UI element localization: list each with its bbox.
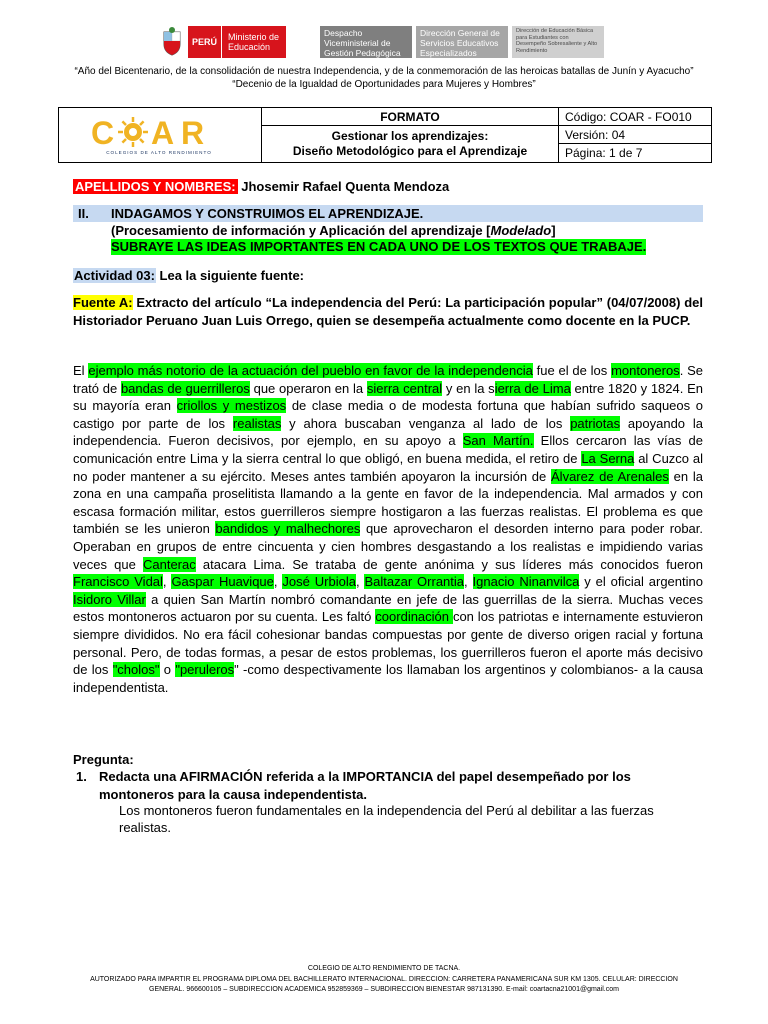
highlighted-phrase: patriotas [570, 415, 621, 431]
format-subtitle [262, 126, 559, 163]
header-block-1: Despacho Viceministerial de Gestión Pedagógica [320, 26, 412, 58]
highlighted-phrase: bandidos y malhechores [215, 521, 361, 537]
peru-label: PERÚ [188, 26, 222, 58]
section-number: II. [78, 206, 89, 221]
question-heading: Pregunta: [73, 752, 134, 767]
paragraph-text: , [162, 574, 172, 590]
paragraph-text: que aprovecharon el desorden interno para poder robar. Operaban en grupos de entre cincuenta y cien hombres desgastando a los realistas e impidiendo varias veces que [73, 521, 704, 572]
highlighted-phrase: Isidoro Villar [73, 591, 146, 607]
source-label: Fuente A: [73, 295, 133, 310]
header-block-2: Dirección General de Servicios Educativos Especializados [416, 26, 508, 58]
paragraph-text: en la zona en una campaña proselitista llamando a la gente en favor de la independencia. Mal armados y con escasa formación militar, estos guerrilleros siempre hostigaron a las fuerzas realistas. El problema es que también se les unieron [73, 468, 703, 537]
format-table [58, 107, 712, 163]
highlighted-phrase: Álvarez de Arenales [551, 468, 669, 484]
source-text: Extracto del artículo “La independencia del Perú: La participación popular” (04/07/2008) del Historiador Peruano Juan Luis Orrego, quien se desempeña actualmente como docente en la PUCP. [73, 295, 704, 328]
paragraph-text: El [73, 363, 89, 378]
highlighted-phrase: montoneros [611, 363, 680, 378]
section-subtitle-italic: Modelado [490, 223, 552, 238]
highlighted-phrase: San Martín. [462, 433, 534, 449]
paragraph-text: " -como despectivamente los llamaban los argentinos y colombianos- a la causa independentista. [73, 662, 703, 695]
coar-logo-cell [59, 108, 262, 163]
format-page: Página: 1 de 7 [559, 144, 712, 163]
paragraph-text: , [273, 574, 283, 590]
highlighted-phrase: La Serna [581, 450, 635, 466]
ministry-label: Ministerio de Educación [228, 32, 280, 52]
format-title: FORMATO [262, 108, 559, 126]
question-text: Redacta una AFIRMACIÓN referida a la IMPORTANCIA del papel desempeñado por los montoneros para la causa independentista. [99, 769, 631, 802]
svg-text:R: R [181, 114, 205, 151]
footer-line-3: GENERAL. 966600105 – SUBDIRECCION ACADEMICA 952859369 – SUBDIRECCION BIENESTAR 987131390. E-mail: coartacna21001@gmail.com [149, 986, 619, 993]
highlighted-phrase: ierra de Lima [494, 380, 571, 396]
highlighted-phrase: "cholos" [112, 662, 160, 678]
student-label: APELLIDOS Y NOMBRES: [75, 179, 236, 194]
section-instruction: SUBRAYE LAS IDEAS IMPORTANTES EN CADA UNO DE LOS TEXTOS QUE TRABAJE. [111, 239, 647, 254]
coar-logo [85, 111, 235, 157]
paragraph-text: apoyando la independencia. Fueron decisivos, por ejemplo, en su apoyo a [73, 415, 703, 449]
student-row [73, 178, 449, 196]
format-subtitle-1: Gestionar los aprendizajes: [331, 129, 489, 143]
paragraph-text: , [464, 574, 473, 590]
highlighted-phrase: ejemplo más notorio de la actuación del pueblo en favor de la independencia [88, 363, 533, 378]
section-subtitle [111, 222, 556, 239]
highlighted-phrase: Baltazar Orrantia [364, 574, 465, 590]
coar-logo-subtitle: COLEGIOS DE ALTO RENDIMIENTO [106, 149, 212, 155]
paragraph-text: Ellos cercaron las vías de comunicación entre Lima y la sierra central lo que obligó, en buena medida, el retiro de [73, 433, 704, 466]
activity-label: Actividad 03: [74, 268, 155, 283]
answer-text[interactable]: Los montoneros fueron fundamentales en la independencia del Perú al debilitar a las fuerzas realistas. [119, 803, 654, 835]
paragraph-text: entre 1820 y 1824. En su mayoría eran [73, 380, 703, 414]
paragraph-text: , [355, 574, 365, 590]
ministry-logo [188, 26, 286, 58]
highlighted-phrase: Gaspar Huavique [171, 574, 274, 590]
paragraph-text: al Cuzco al no poder mantener a su ejército. Meses antes también apoyaron la incursión de [73, 450, 703, 484]
format-code: Código: COAR - FO010 [559, 108, 712, 126]
highlighted-phrase: realistas [232, 415, 282, 431]
source-description [73, 294, 703, 329]
format-subtitle-2: Diseño Metodológico para el Aprendizaje [292, 144, 528, 158]
paragraph-text: y ahora buscaban venganza al lado de los [281, 415, 571, 431]
paragraph-text: de clase media o de modesta fortuna que habían sufrido saqueos o castigo por parte de los [73, 398, 704, 431]
section-subtitle-post: ] [551, 223, 556, 238]
highlighted-phrase: sierra central [366, 380, 443, 396]
section-subtitle-pre: (Procesamiento de información y Aplicación del aprendizaje [ [111, 223, 491, 238]
highlighted-phrase: Canterac [142, 556, 196, 572]
highlighted-phrase: Ignacio Ninanvilca [472, 574, 580, 590]
highlighted-phrase: "peruleros [175, 662, 235, 678]
motto-line-2: “Decenio de la Igualdad de Oportunidades para Mujeres y Hombres” [232, 79, 536, 90]
paragraph-text: fue el de los [532, 363, 612, 378]
paragraph-text: que operaron en la [249, 380, 367, 396]
header-block-3: Dirección de Educación Básica para Estudiantes con Desempeño Sobresaliente y Alto Rendimiento [512, 26, 604, 58]
sun-icon [118, 117, 148, 147]
peru-coat-of-arms-icon [160, 26, 184, 56]
paragraph-text: . Se trató de [73, 363, 704, 396]
paragraph-text: y en la s [442, 380, 495, 396]
highlighted-phrase: coordinación [375, 609, 453, 625]
format-version: Versión: 04 [559, 126, 712, 144]
footer-line-1: COLEGIO DE ALTO RENDIMIENTO DE TACNA. [307, 965, 461, 972]
activity-text: Lea la siguiente fuente: [155, 268, 305, 283]
highlighted-phrase: Francisco Vidal [73, 574, 163, 590]
paragraph-text: con los patriotas e internamente estuvieron siempre divididos. No era fácil cohesionar bandas compuestas por gente de diverso origen racial y fortuna personal. Pero, de todas formas, a pesar de estos problemas, los guerrilleros fueron el aporte más decisivo de los [73, 609, 704, 678]
svg-text:A: A [151, 114, 175, 151]
paragraph-text: a quien San Martín nombró comandante en jefe de las guerrillas de la sierra. Muchas veces estos montoneros actuaron por su cuenta. Les faltó [73, 591, 703, 625]
motto-line-1: “Año del Bicentenario, de la consolidación de nuestra Independencia, y de la conmemoración de las heroicas batallas de Junín y Ayacucho” [74, 66, 694, 77]
activity-line [73, 267, 304, 285]
student-name: Jhosemir Rafael Quenta Mendoza [237, 179, 450, 194]
svg-text:C: C [91, 114, 115, 151]
highlighted-phrase: bandas de guerrilleros [120, 380, 250, 396]
paragraph-text: y el oficial argentino [579, 574, 703, 590]
footer-line-2: AUTORIZADO PARA IMPARTIR EL PROGRAMA DIPLOMA DEL BACHILLERATO INTERNACIONAL. DIRECCION: CARRETERA PANAMERICANA SUR KM 1305. CELULAR: DIRECCION [90, 976, 678, 983]
section-title: INDAGAMOS Y CONSTRUIMOS EL APRENDIZAJE. [111, 206, 424, 221]
highlighted-phrase: José Urbiola [282, 574, 356, 590]
question-number: 1. [76, 769, 87, 784]
paragraph-text: atacara Lima. Se trataba de gente anónima y sus líderes más conocidos fueron [195, 556, 703, 572]
source-paragraph [73, 362, 703, 696]
highlighted-phrase: criollos y mestizos [176, 398, 287, 414]
paragraph-text: o [159, 662, 176, 678]
